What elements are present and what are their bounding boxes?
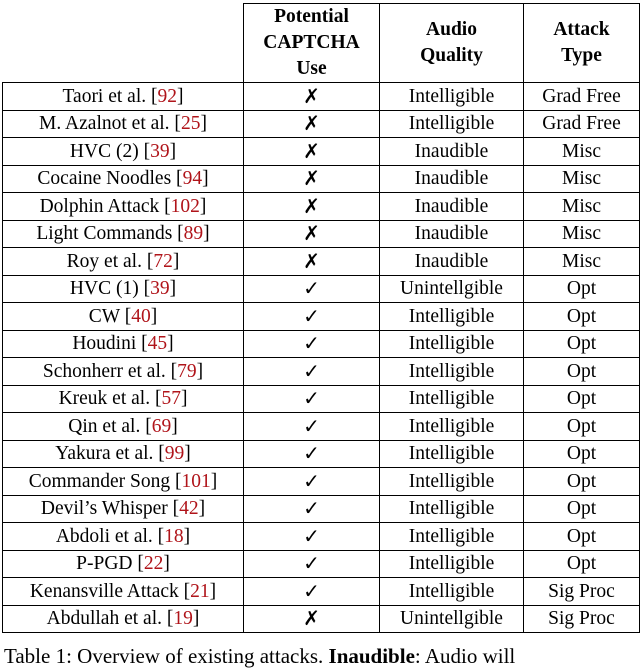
citation-link[interactable]: 102: [170, 195, 200, 217]
table-row: [3, 578, 640, 606]
citation-close-bracket: ]: [184, 443, 191, 464]
citation-link[interactable]: 45: [147, 333, 168, 354]
audio-quality-cell: Intelligible: [380, 330, 524, 358]
attack-type-cell: Opt: [524, 468, 640, 496]
attack-type-cell: Opt: [524, 303, 640, 331]
citation-close-bracket: ]: [202, 168, 209, 189]
attack-type-cell: Opt: [524, 550, 640, 578]
attack-name: Commander Song [: [28, 470, 182, 492]
citation-close-bracket: ]: [192, 608, 200, 629]
table-row: [3, 303, 640, 331]
attack-name-cell: [3, 440, 244, 468]
audio-quality-cell: Intelligible: [380, 523, 524, 551]
audio-quality-cell: Intelligible: [380, 385, 524, 413]
attack-name: Devil’s Whisper [: [40, 498, 180, 519]
audio-quality-cell: Intelligible: [380, 578, 524, 606]
captcha-use-mark: ✗: [303, 221, 320, 245]
citation-link[interactable]: 57: [161, 388, 181, 409]
citation-close-bracket: ]: [172, 250, 180, 272]
captcha-use-cell: [244, 330, 380, 358]
attack-type-cell: Opt: [524, 413, 640, 441]
attack-type-cell: Grad Free: [524, 83, 640, 111]
attack-name-cell: [3, 275, 244, 303]
attack-name-cell: [3, 138, 244, 166]
audio-quality-cell: Unintellgible: [380, 275, 524, 303]
attack-name: Yakura et al. [: [55, 443, 165, 464]
captcha-use-cell: [244, 248, 380, 276]
audio-quality-cell: Inaudible: [380, 138, 524, 166]
citation-link[interactable]: 72: [153, 250, 173, 272]
attack-type-cell: Sig Proc: [524, 578, 640, 606]
captcha-use-cell: [244, 110, 380, 138]
captcha-use-cell: [244, 523, 380, 551]
captcha-use-cell: [244, 165, 380, 193]
audio-quality-cell: Inaudible: [380, 193, 524, 221]
attack-name-cell: [3, 495, 244, 523]
header-audio-quality-line2: Quality: [420, 45, 483, 66]
captcha-use-cell: [244, 468, 380, 496]
citation-link[interactable]: 39: [150, 140, 170, 162]
captcha-use-mark: ✗: [303, 138, 320, 163]
attack-name-cell: [3, 110, 244, 138]
citation-link[interactable]: 99: [164, 443, 185, 464]
citation-close-bracket: ]: [196, 360, 204, 382]
captcha-use-cell: [244, 303, 380, 331]
attack-type-cell: Opt: [524, 385, 640, 413]
attack-name: Abdoli et al. [: [55, 525, 165, 547]
citation-close-bracket: ]: [163, 553, 170, 574]
citation-close-bracket: ]: [198, 498, 206, 519]
captcha-use-cell: [244, 385, 380, 413]
header-potential-captcha-line3: Use: [296, 58, 327, 79]
attack-type-cell: Misc: [524, 138, 640, 166]
audio-quality-cell: Intelligible: [380, 83, 524, 111]
table-row: [3, 220, 640, 248]
table-row: [3, 468, 640, 496]
audio-quality-cell: Intelligible: [380, 413, 524, 441]
attack-name-cell: [3, 330, 244, 358]
attack-name: Cocaine Noodles [: [37, 168, 183, 189]
attack-overview-table: [2, 3, 640, 633]
header-blank-cell: [3, 4, 244, 83]
attack-name: Taori et al. [: [62, 85, 158, 107]
captcha-use-mark: ✓: [303, 523, 320, 548]
citation-link[interactable]: 22: [143, 553, 164, 574]
attack-name: Abdullah et al. [: [46, 608, 174, 629]
citation-close-bracket: ]: [183, 525, 191, 547]
captcha-use-mark: ✗: [303, 166, 320, 190]
citation-close-bracket: ]: [177, 85, 184, 107]
citation-close-bracket: ]: [180, 388, 188, 409]
audio-quality-cell: Intelligible: [380, 468, 524, 496]
captcha-use-cell: [244, 605, 380, 633]
audio-quality-cell: Intelligible: [380, 110, 524, 138]
citation-close-bracket: ]: [167, 333, 174, 354]
header-audio-quality: [380, 4, 524, 83]
captcha-use-cell: [244, 83, 380, 111]
citation-link[interactable]: 101: [181, 470, 211, 492]
attack-type-cell: Sig Proc: [524, 605, 640, 633]
table-row: [3, 193, 640, 221]
captcha-use-cell: [244, 138, 380, 166]
citation-link[interactable]: 25: [180, 113, 201, 134]
header-row: [3, 4, 640, 83]
captcha-use-cell: [244, 193, 380, 221]
attack-name-cell: [3, 578, 244, 606]
attack-name-cell: [3, 605, 244, 633]
table-row: [3, 605, 640, 633]
audio-quality-cell: Intelligible: [380, 358, 524, 386]
table-body: [3, 83, 640, 633]
table-row: [3, 165, 640, 193]
captcha-use-mark: ✗: [303, 193, 320, 218]
attack-name: HVC (1) [: [69, 278, 151, 299]
captcha-use-cell: [244, 358, 380, 386]
caption-bold-term: Inaudible: [328, 644, 415, 668]
header-attack-type-line2: Type: [561, 45, 602, 66]
citation-link[interactable]: 42: [179, 498, 199, 519]
citation-link[interactable]: 40: [131, 305, 151, 327]
captcha-use-mark: ✓: [303, 331, 320, 355]
table-row: [3, 83, 640, 111]
header-potential-captcha-line2: CAPTCHA: [263, 32, 360, 53]
captcha-use-cell: [244, 578, 380, 606]
attack-type-cell: Grad Free: [524, 110, 640, 138]
captcha-use-mark: ✓: [303, 578, 320, 603]
attack-name-cell: [3, 83, 244, 111]
captcha-use-mark: ✓: [303, 413, 320, 438]
attack-name: Dolphin Attack [: [39, 195, 171, 217]
citation-close-bracket: ]: [150, 305, 158, 327]
citation-link[interactable]: 79: [177, 360, 197, 382]
attack-name: Roy et al. [: [66, 250, 154, 272]
header-potential-captcha: [244, 4, 380, 83]
captcha-use-cell: [244, 440, 380, 468]
citation-close-bracket: ]: [199, 195, 207, 217]
table-row: [3, 248, 640, 276]
captcha-use-cell: [244, 413, 380, 441]
audio-quality-cell: Intelligible: [380, 440, 524, 468]
table-row: [3, 138, 640, 166]
citation-link[interactable]: 21: [190, 580, 210, 602]
captcha-use-cell: [244, 550, 380, 578]
attack-type-cell: Opt: [524, 440, 640, 468]
audio-quality-cell: Intelligible: [380, 495, 524, 523]
captcha-use-mark: ✓: [303, 386, 320, 410]
table-row: [3, 275, 640, 303]
audio-quality-cell: Inaudible: [380, 165, 524, 193]
captcha-use-cell: [244, 220, 380, 248]
attack-name-cell: [3, 413, 244, 441]
attack-name-cell: [3, 248, 244, 276]
table-row: [3, 413, 640, 441]
header-attack-type-line1: Attack: [553, 19, 610, 40]
attack-type-cell: Opt: [524, 358, 640, 386]
citation-close-bracket: ]: [171, 415, 178, 437]
captcha-use-mark: ✓: [303, 468, 320, 493]
caption-suffix: : Audio will: [414, 644, 516, 668]
attack-type-cell: Misc: [524, 248, 640, 276]
captcha-use-mark: ✗: [303, 606, 320, 630]
attack-name: Qin et al. [: [68, 415, 152, 437]
citation-close-bracket: ]: [209, 580, 217, 602]
captcha-use-cell: [244, 495, 380, 523]
attack-name: Kreuk et al. [: [58, 388, 162, 409]
table-row: [3, 523, 640, 551]
attack-type-cell: Opt: [524, 330, 640, 358]
audio-quality-cell: Unintellgible: [380, 605, 524, 633]
header-potential-captcha-line1: Potential: [274, 6, 349, 27]
captcha-use-mark: ✓: [303, 303, 320, 328]
citation-close-bracket: ]: [203, 223, 210, 244]
citation-close-bracket: ]: [169, 140, 177, 162]
citation-link[interactable]: 69: [151, 415, 172, 437]
table-row: [3, 550, 640, 578]
attack-name: P-PGD [: [76, 553, 144, 574]
attack-name-cell: [3, 358, 244, 386]
attack-name: M. Azalnot et al. [: [39, 113, 181, 134]
attack-name-cell: [3, 385, 244, 413]
attack-name: Light Commands [: [36, 223, 184, 244]
table-row: [3, 440, 640, 468]
captcha-use-mark: ✗: [303, 111, 320, 135]
citation-link[interactable]: 92: [157, 85, 177, 107]
attack-name-cell: [3, 193, 244, 221]
attack-name-cell: [3, 303, 244, 331]
attack-type-cell: Opt: [524, 495, 640, 523]
citation-link[interactable]: 39: [150, 278, 170, 299]
citation-close-bracket: ]: [200, 113, 207, 134]
captcha-use-mark: ✓: [303, 551, 320, 575]
captcha-use-mark: ✗: [303, 83, 320, 108]
table-row: [3, 495, 640, 523]
table-row: [3, 385, 640, 413]
attack-type-cell: Opt: [524, 523, 640, 551]
audio-quality-cell: Intelligible: [380, 550, 524, 578]
captcha-use-cell: [244, 275, 380, 303]
citation-close-bracket: ]: [169, 278, 177, 299]
attack-name: Schonherr et al. [: [42, 360, 178, 382]
audio-quality-cell: Inaudible: [380, 248, 524, 276]
attack-name-cell: [3, 550, 244, 578]
citation-close-bracket: ]: [210, 470, 218, 492]
attack-name: HVC (2) [: [69, 140, 151, 162]
attack-type-cell: Misc: [524, 220, 640, 248]
table-row: [3, 110, 640, 138]
header-audio-quality-line1: Audio: [426, 19, 477, 40]
captcha-use-mark: ✓: [303, 441, 320, 465]
attack-name: Kenansville Attack [: [29, 580, 191, 602]
captcha-use-mark: ✓: [303, 276, 320, 300]
citation-link[interactable]: 18: [164, 525, 184, 547]
attack-name-cell: [3, 468, 244, 496]
attack-name-cell: [3, 523, 244, 551]
table-row: [3, 358, 640, 386]
citation-link[interactable]: 19: [173, 608, 193, 629]
table-caption: [4, 644, 640, 669]
citation-link[interactable]: 89: [183, 223, 204, 244]
audio-quality-cell: Inaudible: [380, 220, 524, 248]
attack-type-cell: Misc: [524, 165, 640, 193]
caption-prefix: Table 1: Overview of existing attacks.: [4, 644, 329, 668]
table-row: [3, 330, 640, 358]
attack-name: Houdini [: [72, 333, 148, 354]
attack-type-cell: Misc: [524, 193, 640, 221]
attack-name: CW [: [88, 305, 132, 327]
attack-name-cell: [3, 165, 244, 193]
captcha-use-mark: ✓: [303, 358, 320, 383]
attack-name-cell: [3, 220, 244, 248]
captcha-use-mark: ✗: [303, 248, 320, 273]
audio-quality-cell: Intelligible: [380, 303, 524, 331]
citation-link[interactable]: 94: [182, 168, 203, 189]
attack-type-cell: Opt: [524, 275, 640, 303]
header-attack-type: [524, 4, 640, 83]
captcha-use-mark: ✓: [303, 496, 320, 520]
